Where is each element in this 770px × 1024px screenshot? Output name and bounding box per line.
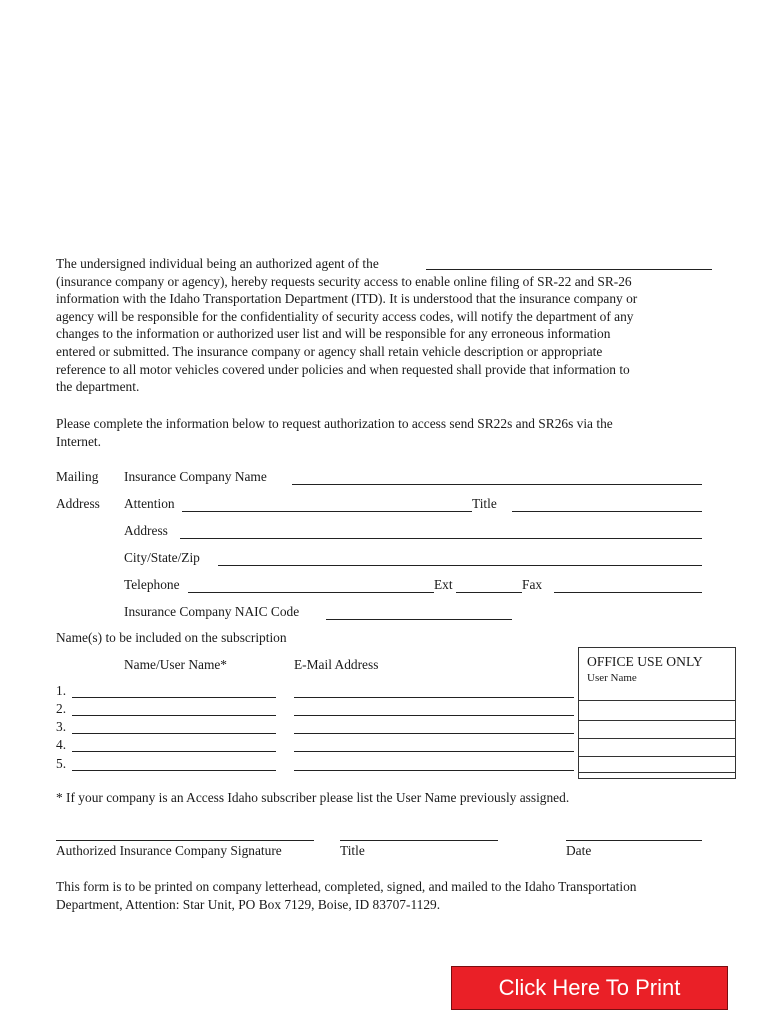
- user-name-field-5[interactable]: [72, 770, 276, 771]
- attention-label: Attention: [124, 496, 175, 511]
- office-use-user-name-label: User Name: [587, 672, 637, 684]
- street-address-label: Address: [124, 523, 168, 538]
- print-button[interactable]: Click Here To Print: [451, 966, 728, 1010]
- row-number: 5.: [56, 756, 67, 771]
- user-name-field-4[interactable]: [72, 751, 276, 752]
- intro-line: (insurance company or agency), hereby requests security access to enable online filing of SR-22 and SR-26: [56, 273, 632, 289]
- mailing-instructions: [56, 878, 716, 913]
- signature-label: Authorized Insurance Company Signature: [56, 843, 282, 858]
- address-label: Address: [56, 496, 100, 511]
- date-field[interactable]: [566, 840, 702, 841]
- row-number: 1.: [56, 683, 67, 698]
- telephone-field[interactable]: [188, 592, 434, 593]
- city-state-zip-label: City/State/Zip: [124, 550, 200, 565]
- email-field-2[interactable]: [294, 715, 574, 716]
- row-number: 4.: [56, 737, 67, 752]
- office-use-divider: [579, 720, 735, 721]
- intro-line: entered or submitted. The insurance company or agency shall retain vehicle description or appropriate: [56, 343, 603, 359]
- signature-field[interactable]: [56, 840, 314, 841]
- email-field-5[interactable]: [294, 770, 574, 771]
- request-paragraph: [56, 415, 716, 450]
- attention-field[interactable]: [182, 511, 472, 512]
- office-use-divider: [579, 772, 735, 773]
- office-use-divider: [579, 700, 735, 701]
- intro-line: changes to the information or authorized user list and will be responsible for any erroneous information: [56, 326, 611, 342]
- email-column-header: E-Mail Address: [294, 657, 379, 672]
- office-use-divider: [579, 738, 735, 739]
- signature-title-label: Title: [340, 843, 365, 858]
- intro-line: The undersigned individual being an authorized agent of the: [56, 256, 379, 271]
- date-label: Date: [566, 843, 592, 858]
- footnote: * If your company is an Access Idaho subscriber please list the User Name previously assigned.: [56, 790, 570, 805]
- naic-code-label: Insurance Company NAIC Code: [124, 604, 300, 619]
- intro-paragraph: [56, 255, 716, 396]
- user-name-field-1[interactable]: [72, 697, 276, 698]
- fax-field[interactable]: [554, 592, 702, 593]
- telephone-label: Telephone: [124, 577, 180, 592]
- row-number: 2.: [56, 701, 67, 716]
- name-column-header: Name/User Name*: [124, 657, 227, 672]
- email-field-1[interactable]: [294, 697, 574, 698]
- ext-field[interactable]: [456, 592, 522, 593]
- office-use-divider: [579, 756, 735, 757]
- office-use-heading: OFFICE USE ONLY: [587, 654, 703, 669]
- intro-line: the department.: [56, 379, 140, 395]
- intro-line: reference to all motor vehicles covered under policies and when requested shall provide that information to: [56, 361, 630, 377]
- email-field-4[interactable]: [294, 751, 574, 752]
- street-address-field[interactable]: [180, 538, 702, 539]
- agency-name-field[interactable]: [426, 269, 712, 270]
- company-name-field[interactable]: [292, 484, 702, 485]
- city-state-zip-field[interactable]: [218, 565, 702, 566]
- ext-label: Ext: [434, 577, 453, 592]
- company-name-label: Insurance Company Name: [124, 469, 267, 484]
- request-line: Please complete the information below to request authorization to access send SR22s and SR26s via the: [56, 416, 613, 431]
- row-number: 3.: [56, 719, 67, 734]
- email-field-3[interactable]: [294, 733, 574, 734]
- intro-line: agency will be responsible for the confidentiality of security access codes, will notify the department of any: [56, 308, 634, 324]
- user-name-field-3[interactable]: [72, 733, 276, 734]
- request-line: Internet.: [56, 433, 101, 449]
- title-field[interactable]: [512, 511, 702, 512]
- instructions-line: Department, Attention: Star Unit, PO Box 7129, Boise, ID 83707-1129.: [56, 896, 441, 912]
- title-label: Title: [472, 496, 497, 511]
- instructions-line: This form is to be printed on company letterhead, completed, signed, and mailed to the Idaho Transportation: [56, 879, 637, 894]
- intro-line: information with the Idaho Transportation Department (ITD). It is understood that the insurance company or: [56, 291, 638, 307]
- mailing-label: Mailing: [56, 469, 99, 484]
- office-use-box: [578, 647, 736, 779]
- subscription-heading: Name(s) to be included on the subscription: [56, 630, 287, 645]
- fax-label: Fax: [522, 577, 543, 592]
- signature-title-field[interactable]: [340, 840, 498, 841]
- naic-code-field[interactable]: [326, 619, 512, 620]
- user-name-field-2[interactable]: [72, 715, 276, 716]
